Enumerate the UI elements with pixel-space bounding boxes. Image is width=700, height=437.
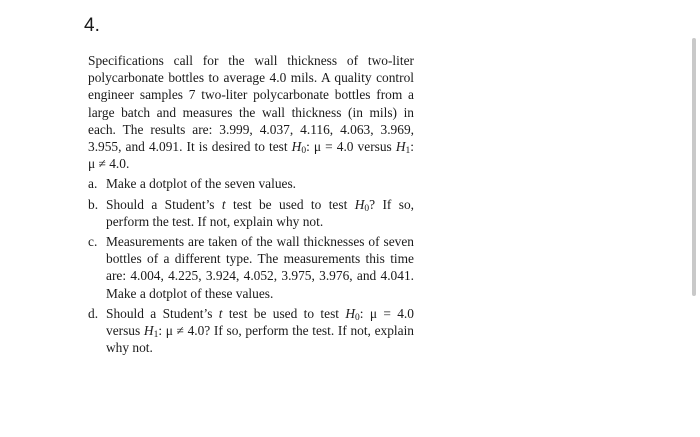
t-symbol: t xyxy=(221,196,226,212)
part-text-segment: test be used to test xyxy=(225,196,355,212)
null-hypothesis-symbol: H xyxy=(291,139,302,155)
problem-parts-list xyxy=(88,175,414,356)
problem-number: 4. xyxy=(84,15,100,36)
part-text xyxy=(106,305,414,357)
part-letter: c. xyxy=(88,234,98,250)
part-text: Measurements are taken of the wall thicknesses of seven bottles of a different type. The measurements this time are: 4.004, 4.225, 3.924, 4.052, 3.975, 3.976, and 4.041. Make a dotplot of these values. xyxy=(106,234,414,301)
part-letter: a. xyxy=(88,176,98,192)
null-hypothesis-subscript: 0 xyxy=(364,203,370,214)
part-a xyxy=(88,175,414,192)
part-text-segment: Should a Student’s xyxy=(106,305,219,321)
part-c xyxy=(88,233,414,302)
part-text: Make a dotplot of the seven values. xyxy=(106,176,297,192)
alt-hypothesis-text: : μ ≠ 4.0? If so, perform the test. If not, explain why not. xyxy=(106,323,414,356)
null-hypothesis-text: : μ = 4.0 versus xyxy=(106,305,414,339)
part-b xyxy=(88,196,414,230)
part-text-segment: Should a Student’s xyxy=(106,196,222,212)
null-hypothesis-subscript: 0 xyxy=(355,312,360,323)
problem-statement xyxy=(88,52,414,172)
part-letter: b. xyxy=(88,196,99,212)
t-symbol: t xyxy=(218,305,223,321)
part-text xyxy=(106,196,414,230)
alt-hypothesis-subscript: 1 xyxy=(405,146,411,157)
problem-body xyxy=(88,52,414,359)
alt-hypothesis-text: : μ ≠ 4.0. xyxy=(88,139,414,172)
alt-hypothesis-symbol: H xyxy=(395,139,406,155)
part-letter: d. xyxy=(88,305,99,321)
null-hypothesis-symbol: H xyxy=(345,305,356,321)
vertical-scrollbar[interactable] xyxy=(692,38,696,296)
part-text-segment: test be used to test xyxy=(222,305,346,321)
statement-text: Specifications call for the wall thickness of two-liter polycarbonate bottles to average 4.0 mils. A quality control engineer samples 7 two-liter polycarbonate bottles from a large batch and measures the wall thickness (in mils) in each. The results are: 3.999, 4.037, 4.116, 4.063, 3.969, 3.955, and 4.091. It is desired to test xyxy=(88,53,414,155)
part-text-segment: ? If so, perform the test. If not, explain why not. xyxy=(106,196,414,229)
part-d xyxy=(88,305,414,357)
null-hypothesis-subscript: 0 xyxy=(301,146,307,157)
alt-hypothesis-subscript: 1 xyxy=(153,330,159,341)
alt-hypothesis-symbol: H xyxy=(143,323,154,339)
null-hypothesis-text: : μ = 4.0 versus xyxy=(306,139,396,155)
null-hypothesis-symbol: H xyxy=(354,196,365,212)
